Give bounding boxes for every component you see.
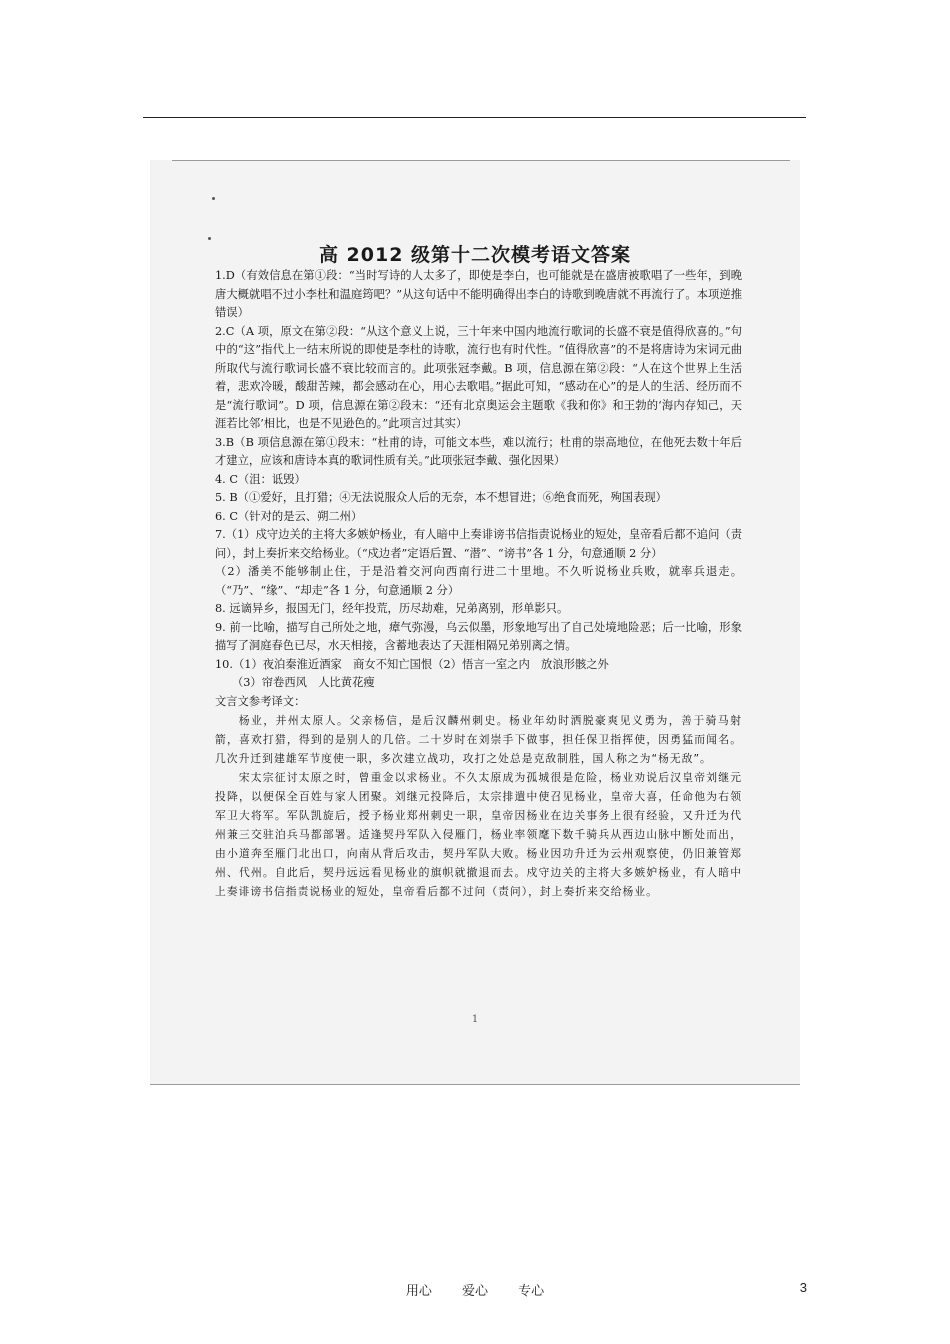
scanned-page xyxy=(150,160,800,1085)
answer-9: 9. 前一比喻，描写自己所处之地，瘴气弥漫，乌云似墨，形象地写出了自己处境地险恶；后一比喻，形象描写了洞庭春色已尽，水天相接，含蓄地表达了天涯相隔兄弟别离之情。 xyxy=(215,620,742,652)
translation-heading: 文言文参考译文： xyxy=(215,694,306,708)
answer-body xyxy=(215,267,742,901)
answer-10: 10.（1）夜泊秦淮近酒家 商女不知亡国恨（2）悟言一室之内 放浪形骸之外 xyxy=(215,657,609,671)
scan-speck xyxy=(212,197,215,200)
answer-2: 2.C（A 项，原文在第②段：“从这个意义上说，三十年来中国内地流行歌词的长盛不衰是值得欣喜的。”句中的“这”指代上一结末所说的即使是李杜的诗歌，流行也有时代性。“值得欣喜”的不是将唐诗为宋词元曲所取代与流行歌词长盛不衰比较而言的。此项张冠李戴。B 项，信息源在第②段：“人在这个世界上生活着，悲欢冷暖，酸甜苦辣，都会感动在心，用心去歌唱。”据此可知，“感动在心”的是人的生活、经历而不是“流行歌词”。D 项，信息源在第②段末：“还有北京奥运会主题歌《我和你》和王勃的‘海内存知己，天涯若比邻’相比，也是不见逊色的。”此项言过其实） xyxy=(215,324,742,430)
answer-4: 4. C（沮：诋毁） xyxy=(215,472,306,486)
answer-5: 5. B（①爱好，且打猎；④无法说服众人后的无奈，本不想冒进；⑥绝食而死，殉国表现） xyxy=(215,491,667,504)
answer-1: 1.D（有效信息在第①段：“当时写诗的人太多了，即使是李白，也可能就是在盛唐被歌唱了一些年，到晚唐大概就唱不过小李杜和温庭筠吧？”从这句话中不能明确得出李白的诗歌到晚唐就不再流行了。本项逆推错误） xyxy=(215,269,742,319)
scan-page-number: 1 xyxy=(471,1014,479,1025)
scan-bottom-edge xyxy=(150,1084,800,1085)
doc-title: 高 2012 级第十二次模考语文答案 xyxy=(318,244,632,266)
translation-paragraph-2: 宋太宗征讨太原之时，曾重金以求杨业。不久太原成为孤城很是危险，杨业劝说后汉皇帝刘继元投降，以便保全百姓与家人团聚。刘继元投降后，太宗排遣中使召见杨业，皇帝大喜，任命他为右领军卫大将军。军队凯旋后，授予杨业郑州刺史一职，皇帝因杨业在边关事务上很有经验，又升迁为代州兼三交驻泊兵马都部署。适逢契丹军队入侵雁门，杨业率领麾下数千骑兵从西边山脉中断处而出，由小道奔至雁门北出口，向南从背后攻击，契丹军队大败。杨业因功升迁为云州观察使，仍旧兼管郑州、代州。自此后，契丹远远看见杨业的旗帜就撤退而去。戍守边关的主将大多嫉妒杨业，有人暗中上奏诽谤书信指责说杨业的短处，皇帝看后都不过问（责问），封上奏折来交给杨业。 xyxy=(215,771,742,898)
answer-3: 3.B（B 项信息源在第①段末：“杜甫的诗，可能文本些，难以流行；杜甫的崇高地位，在他死去数十年后才建立，应该和唐诗本真的歌词性质有关。”此项张冠李戴、强化因果） xyxy=(215,435,742,467)
footer-motto: 用心 爱心 专心 xyxy=(405,1284,545,1299)
answer-7-2: （2）潘美不能够制止住，于是沿着交河向西南行进二十里地。不久听说杨业兵败，就率兵退走。（“乃”、“缘”、“却走”各 1 分，句意通顺 2 分） xyxy=(215,565,742,597)
answer-10-3: （3）帘卷西风 人比黄花瘦 xyxy=(231,676,375,689)
answer-6: 6. C（针对的是云、朔二州） xyxy=(215,509,363,523)
answer-8: 8. 远谪异乡，报国无门，经年投荒，历尽劫难，兄弟离别，形单影只。 xyxy=(215,602,569,615)
translation-paragraph-1: 杨业，并州太原人。父亲杨信，是后汉麟州刺史。杨业年幼时洒脱豪爽见义勇为，善于骑马射箭，喜欢打猎，得到的是别人的几倍。二十岁时在刘崇手下做事，担任保卫指挥使，因勇猛而闻名。几次升迁到建雄军节度使一职，多次建立战功，攻打之处总是克敌制胜，国人称之为“杨无敌”。 xyxy=(215,714,742,765)
page-number: 3 xyxy=(799,1280,807,1295)
answer-7-1: 7.（1）戍守边关的主将大多嫉妒杨业，有人暗中上奏诽谤书信指责说杨业的短处，皇帝看后都不追问（责问），封上奏折来交给杨业。（“戍边者”定语后置、“潜”、“谤书”各 1 分，句意通顺 2 分） xyxy=(215,528,742,560)
header-rule xyxy=(143,117,806,118)
scan-top-edge xyxy=(172,160,790,161)
